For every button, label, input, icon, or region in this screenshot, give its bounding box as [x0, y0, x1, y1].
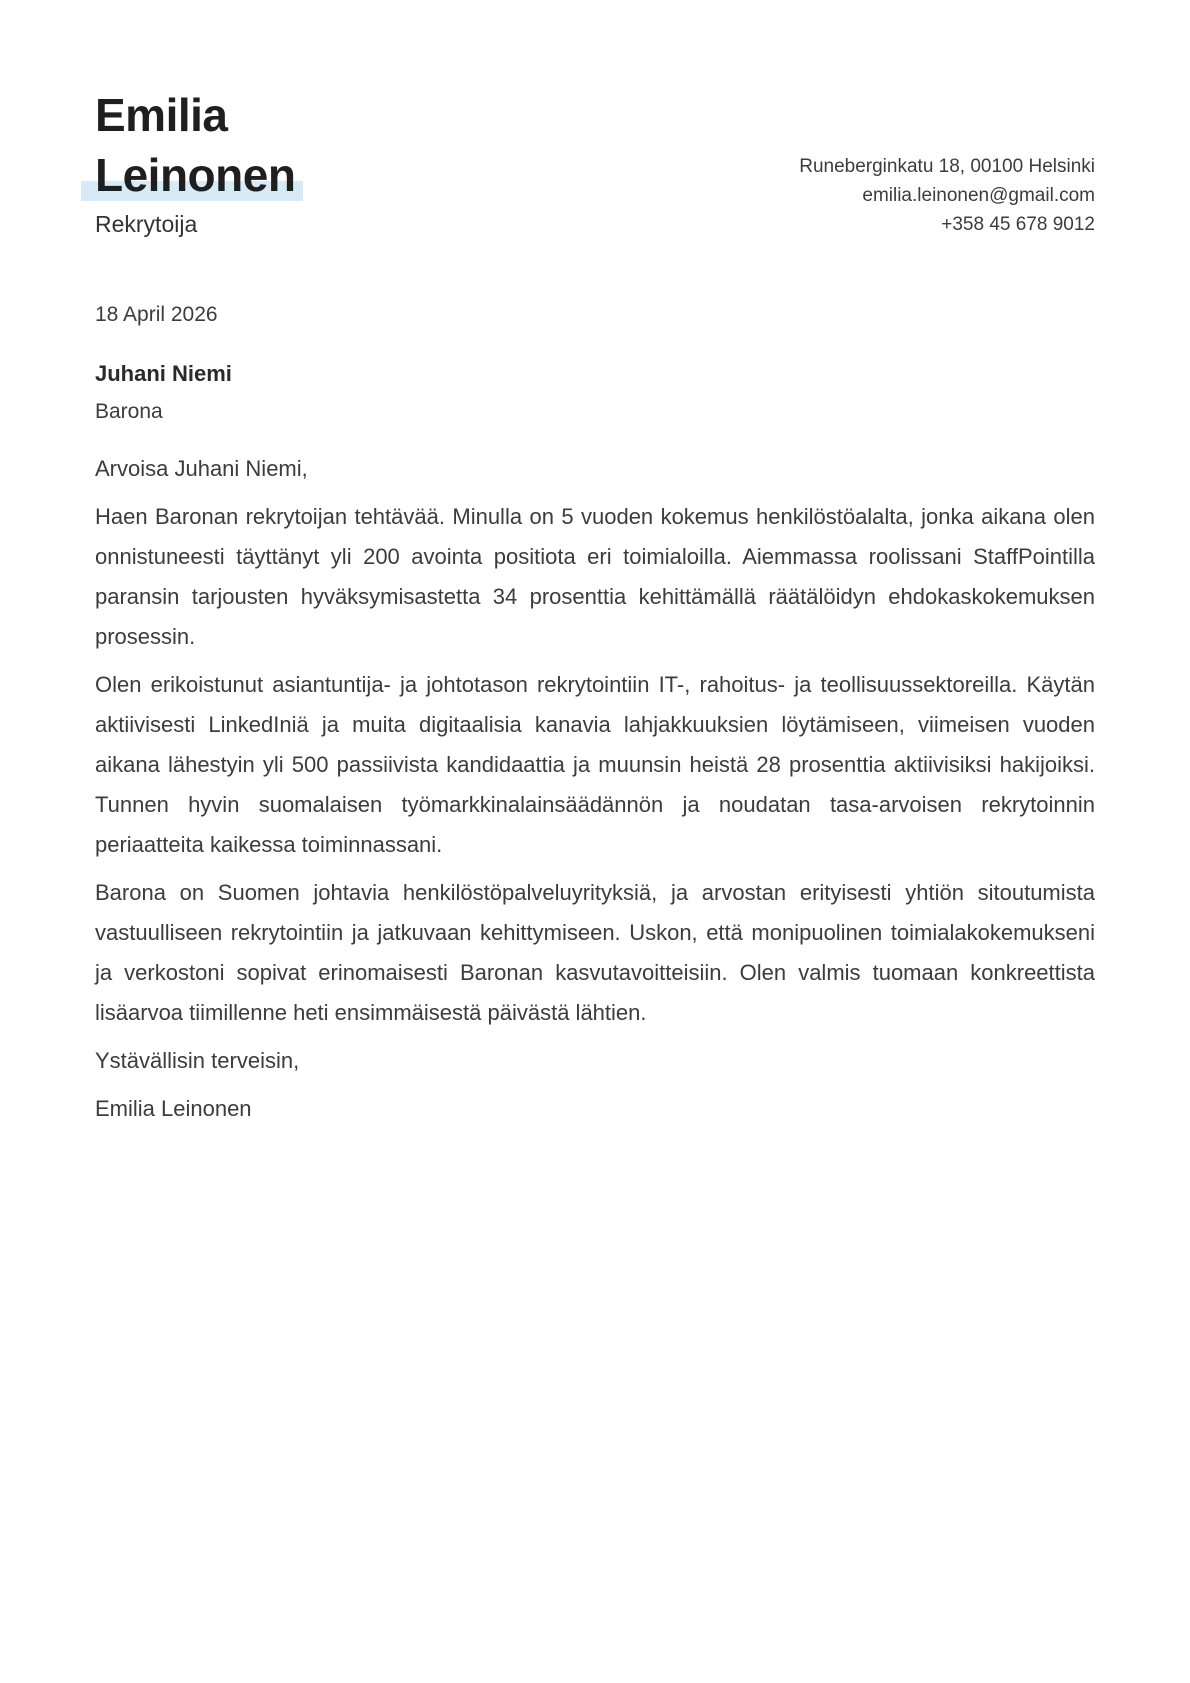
letter-body — [95, 449, 1095, 1129]
letter-date: 18 April 2026 — [95, 303, 218, 326]
body-paragraph: Haen Baronan rekrytoijan tehtävää. Minulla on 5 vuoden kokemus henkilöstöalalta, jonka aikana olen onnistuneesti täyttänyt yli 200 avointa positiota eri toimialoilla. Aiemmassa roolissani StaffPointilla paransin tarjousten hyväksymisastetta 34 prosenttia kehittämällä räätälöidyn ehdokaskokemuksen prosessin. — [95, 504, 1095, 649]
contact-phone: +358 45 678 9012 — [941, 214, 1095, 235]
letter-content — [95, 85, 1095, 1137]
name-heading — [95, 85, 303, 205]
last-name-highlight: Leinonen — [81, 149, 303, 201]
signature: Emilia Leinonen — [95, 1096, 252, 1121]
first-name: Emilia — [95, 89, 228, 141]
contact-address: Runeberginkatu 18, 00100 Helsinki — [799, 156, 1095, 177]
body-paragraph: Olen erikoistunut asiantuntija- ja johtotason rekrytointiin IT-, rahoitus- ja teollisuussektoreilla. Käytän aktiivisesti LinkedIniä ja muita digitaalisia kanavia lahjakkuuksien löytämiseen, viimeisen vuoden aikana lähestyin yli 500 passiivista kandidaattia ja muunsin heistä 28 prosenttia aktiivisiksi hakijoiksi. Tunnen hyvin suomalaisen työmarkkinalainsäädännön ja noudatan tasa-arvoisen rekrytoinnin periaatteita kaikessa toiminnassani. — [95, 672, 1095, 857]
recipient-company: Barona — [95, 400, 163, 423]
contact-info — [799, 152, 1095, 239]
salutation: Arvoisa Juhani Niemi, — [95, 456, 308, 481]
name-block — [95, 85, 303, 239]
recipient-name: Juhani Niemi — [95, 361, 232, 386]
contact-email: emilia.leinonen@gmail.com — [862, 185, 1095, 206]
letter-header — [95, 85, 1095, 239]
recipient-block — [95, 355, 1095, 431]
job-title: Rekrytoija — [95, 211, 198, 237]
closing: Ystävällisin terveisin, — [95, 1048, 300, 1073]
body-paragraph: Barona on Suomen johtavia henkilöstöpalveluyrityksiä, ja arvostan erityisesti yhtiön sitoutumista vastuulliseen rekrytointiin ja jatkuvaan kehittymiseen. Uskon, että monipuolinen toimialakokemukseni ja verkostoni sopivat erinomaisesti Baronan kasvutavoitteisiin. Olen valmis tuomaan konkreettista lisäarvoa tiimillenne heti ensimmäisestä päivästä lähtien. — [95, 880, 1095, 1025]
